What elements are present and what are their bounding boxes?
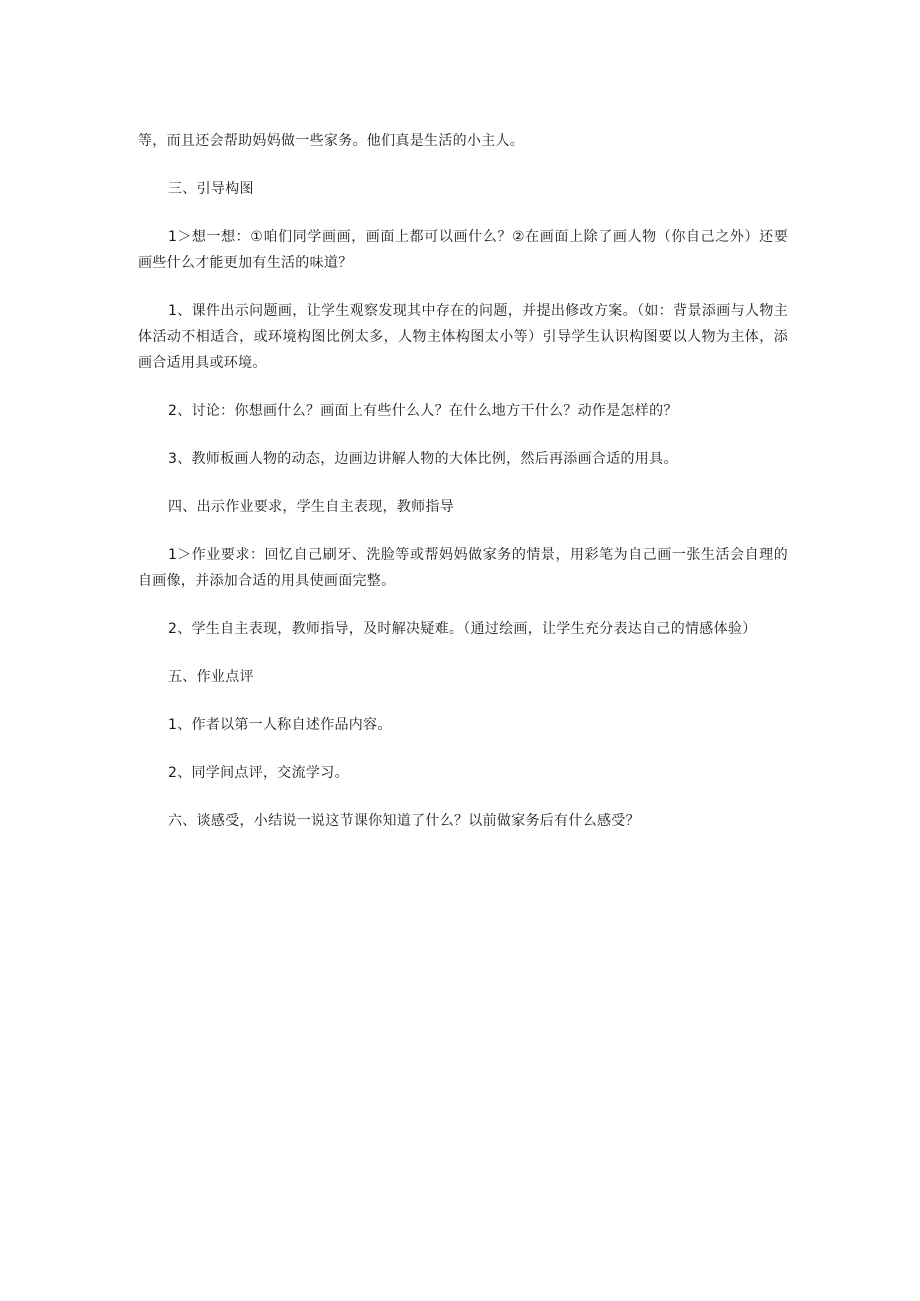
document-body — [138, 128, 788, 856]
paragraph-self-review: 1、作者以第一人称自述作品内容。 — [168, 717, 392, 733]
paragraph-courseware: 1、课件出示问题画，让学生观察发现其中存在的问题，并提出修改方案。（如：背景添画与人物主体活动不相适合，或环境构图比例太多，人物主体构图太小等）引导学生认识构图要以人物为主体，添画合适用具或环境。 — [138, 303, 788, 371]
paragraph-student-work: 2、学生自主表现，教师指导，及时解决疑难。（通过绘画，让学生充分表达自己的情感体验） — [168, 621, 757, 637]
paragraph-peer-review: 2、同学间点评，交流学习。 — [168, 765, 349, 781]
paragraph-think: 1＞想一想：①咱们同学画画，画面上都可以画什么？②在画面上除了画人物（你自己之外）还要画些什么才能更加有生活的味道？ — [138, 229, 788, 271]
section-heading-4: 四、出示作业要求，学生自主表现，教师指导 — [168, 499, 454, 515]
section-heading-3: 三、引导构图 — [168, 181, 254, 197]
paragraph-continuation: 等，而且还会帮助妈妈做一些家务。他们真是生活的小主人。 — [138, 133, 525, 149]
section-heading-5: 五、作业点评 — [168, 669, 254, 685]
paragraph-assignment: 1＞作业要求：回忆自己刷牙、洗脸等或帮妈妈做家务的情景，用彩笔为自己画一张生活会自理的自画像，并添加合适的用具使画面完整。 — [138, 547, 788, 589]
section-heading-6: 六、谈感受，小结说一说这节课你知道了什么？以前做家务后有什么感受？ — [168, 813, 640, 829]
paragraph-teacher-demo: 3、教师板画人物的动态，边画边讲解人物的大体比例，然后再添画合适的用具。 — [168, 451, 678, 467]
paragraph-discussion: 2、讨论：你想画什么？画面上有些什么人？在什么地方干什么？动作是怎样的？ — [168, 403, 678, 419]
